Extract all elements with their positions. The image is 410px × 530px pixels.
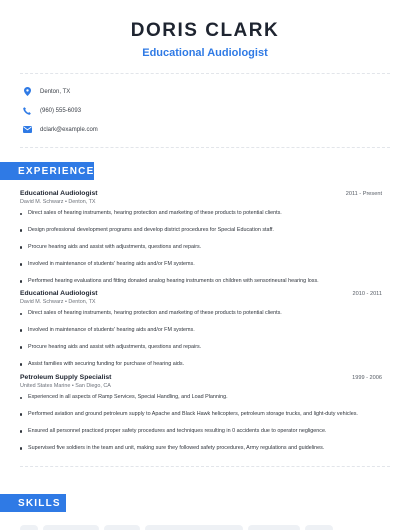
separator-dot: • xyxy=(71,383,76,389)
job-bullet: Experienced in all aspects of Ramp Services, Special Handling, and Load Planning. xyxy=(20,394,382,402)
contact-location-text: Denton, TX xyxy=(40,88,71,95)
experience-section-heading: EXPERIENCE xyxy=(0,162,94,180)
job-bullet: Assist families with securing funding for purchase of hearing aids. xyxy=(20,361,382,369)
job-employer-line xyxy=(20,299,382,305)
skills-chip-row xyxy=(20,525,333,530)
contact-email-text: dclark@example.com xyxy=(40,126,98,133)
resume-header xyxy=(0,0,410,59)
skill-chip xyxy=(145,525,243,530)
job-bullets xyxy=(20,310,382,368)
skill-chip xyxy=(104,525,140,530)
job-employer: David M. Schwarz xyxy=(20,299,64,305)
contact-location xyxy=(22,82,410,101)
skill-chip xyxy=(305,525,333,530)
job-bullet: Involved in maintenance of students' hearing aids and/or FM systems. xyxy=(20,261,382,269)
job-bullet: Involved in maintenance of students' hearing aids and/or FM systems. xyxy=(20,327,382,335)
skill-chip xyxy=(43,525,99,530)
candidate-name: DORIS CLARK xyxy=(130,20,280,41)
job-employer: United States Marine xyxy=(20,383,71,389)
job-entry xyxy=(20,290,382,378)
experience-divider xyxy=(20,466,390,467)
job-location: Denton, TX xyxy=(68,299,96,305)
job-bullet: Procure hearing aids and assist with adjustments, questions and repairs. xyxy=(20,344,382,352)
skill-chip xyxy=(248,525,300,530)
job-title: Petroleum Supply Specialist xyxy=(20,374,112,381)
job-employer-line xyxy=(20,383,382,389)
skills-section-heading: SKILLS xyxy=(0,494,66,512)
job-bullet: Supervised five soldiers in the team and unit, making sure they followed safety procedures, Army regulations and guidelines. xyxy=(20,445,382,453)
email-icon xyxy=(22,125,32,135)
job-employer-line xyxy=(20,199,382,205)
job-title: Educational Audiologist xyxy=(20,190,98,197)
contact-phone-text: (960) 555-6093 xyxy=(40,107,82,114)
job-title: Educational Audiologist xyxy=(20,290,98,297)
phone-icon xyxy=(22,106,32,116)
contact-list xyxy=(0,74,410,139)
job-bullets xyxy=(20,394,382,452)
job-dates: 2010 - 2011 xyxy=(352,291,382,297)
job-bullets xyxy=(20,210,382,285)
job-bullet: Procure hearing aids and assist with adjustments, questions and repairs. xyxy=(20,244,382,252)
job-location: San Diego, CA xyxy=(75,383,111,389)
separator-dot: • xyxy=(64,299,69,305)
contact-phone xyxy=(22,101,410,120)
job-bullet: Performed aviation and ground petroleum supply to Apache and Black Hawk helicopters, petroleum storage trucks, and light-duty vehicles. xyxy=(20,411,382,419)
contact-email xyxy=(22,120,410,139)
location-pin-icon xyxy=(22,87,32,97)
job-bullet: Direct sales of hearing instruments, hearing protection and marketing of these products to potential clients. xyxy=(20,310,382,318)
job-bullet: Design professional development programs and develop district procedures for Special Education staff. xyxy=(20,227,382,235)
candidate-role: Educational Audiologist xyxy=(142,47,268,59)
contact-divider xyxy=(20,147,390,148)
job-employer: David M. Schwarz xyxy=(20,199,64,205)
job-bullet: Performed hearing evaluations and fitting donated analog hearing instruments on children with sensorineural hearing loss. xyxy=(20,278,382,286)
separator-dot: • xyxy=(64,199,69,205)
job-bullet: Ensured all personnel practiced proper safety procedures and techniques resulting in 0 accidents due to operator negligence. xyxy=(20,428,382,436)
job-entry xyxy=(20,374,382,462)
job-location: Denton, TX xyxy=(68,199,96,205)
job-bullet: Direct sales of hearing instruments, hearing protection and marketing of these products to potential clients. xyxy=(20,210,382,218)
job-dates: 2011 - Present xyxy=(345,191,382,197)
skill-chip xyxy=(20,525,38,530)
job-dates: 1999 - 2006 xyxy=(352,375,382,381)
job-entry xyxy=(20,190,382,294)
